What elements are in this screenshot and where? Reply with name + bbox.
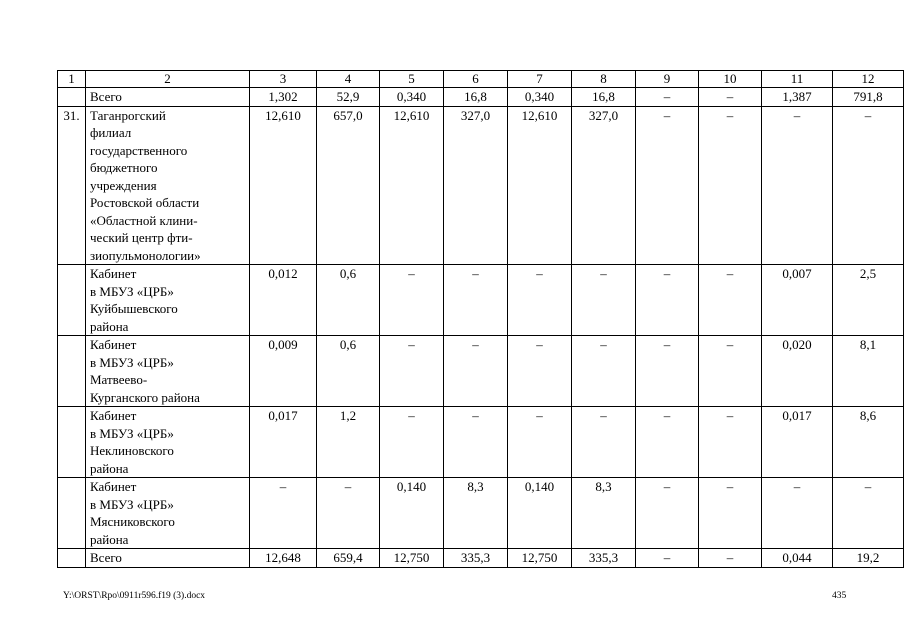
value-cell: – [380,265,444,336]
value-cell: 12,610 [250,106,317,265]
value-cell: 327,0 [572,106,636,265]
value-cell: – [699,336,762,407]
institution-name [86,478,250,549]
value-cell: 12,750 [508,549,572,568]
name-line: ческий центр фти- [90,230,193,245]
value-cell: – [250,478,317,549]
value-cell: – [508,336,572,407]
value-cell: – [762,478,833,549]
name-line: района [90,531,129,547]
name-line: в МБУЗ «ЦРБ» [90,354,174,370]
row-number [58,407,86,478]
value-cell: – [317,478,380,549]
value-cell: 0,009 [250,336,317,407]
column-header: 7 [508,71,572,88]
table-body [58,71,904,568]
column-header: 1 [58,71,86,88]
value-cell: 0,340 [508,88,572,107]
name-line: в МБУЗ «ЦРБ» [90,283,174,299]
value-cell: 791,8 [833,88,904,107]
name-line: Кабинет [90,337,137,352]
value-cell: 19,2 [833,549,904,568]
value-cell: 335,3 [444,549,508,568]
value-cell: – [833,106,904,265]
data-table [57,70,904,568]
column-header: 9 [636,71,699,88]
name-line: в МБУЗ «ЦРБ» [90,496,174,512]
column-header: 5 [380,71,444,88]
name-line: Курганского района [90,389,200,405]
name-line: бюджетного [90,160,158,175]
table-row [58,265,904,336]
institution-name [86,265,250,336]
value-cell: 12,610 [508,106,572,265]
column-header: 12 [833,71,904,88]
value-cell: 0,007 [762,265,833,336]
name-line: зиопульмонологии» [90,247,201,263]
row-number: 31. [58,106,86,265]
row-number [58,549,86,568]
name-line: Матвеево- [90,372,148,387]
name-line: «Областной клини- [90,212,198,228]
value-cell: 12,750 [380,549,444,568]
value-cell: – [444,265,508,336]
footer-page-number: 435 [832,591,847,601]
value-cell: 52,9 [317,88,380,107]
value-cell: 1,387 [762,88,833,107]
value-cell: – [636,478,699,549]
column-header: 3 [250,71,317,88]
row-number [58,265,86,336]
table-row [58,549,904,568]
value-cell: – [699,407,762,478]
value-cell: – [508,407,572,478]
name-line: Неклиновского [90,443,174,458]
column-header: 2 [86,71,250,88]
value-cell: – [444,336,508,407]
value-cell: – [833,478,904,549]
value-cell: – [699,549,762,568]
value-cell: – [699,478,762,549]
name-line: района [90,318,129,334]
value-cell: 16,8 [572,88,636,107]
name-line: Мясниковского [90,514,175,529]
value-cell: – [636,336,699,407]
value-cell: 0,340 [380,88,444,107]
institution-name [86,106,250,265]
value-cell: 8,3 [572,478,636,549]
name-line: Ростовской области [90,195,200,210]
value-cell: 0,020 [762,336,833,407]
value-cell: 657,0 [317,106,380,265]
header-row [58,71,904,88]
value-cell: 8,6 [833,407,904,478]
value-cell: – [762,106,833,265]
name-line: Таганрогский [90,107,166,123]
name-line: государственного [90,142,188,158]
table-row [58,88,904,107]
value-cell: – [444,407,508,478]
footer-file-path: Y:\ORST\Rpo\0911r596.f19 (3).docx [63,591,206,601]
value-cell: – [572,336,636,407]
value-cell: – [636,407,699,478]
value-cell: 0,6 [317,336,380,407]
column-header: 6 [444,71,508,88]
table-row [58,106,904,265]
name-line: Кабинет [90,479,137,494]
value-cell: – [699,88,762,107]
value-cell: 0,140 [380,478,444,549]
institution-name [86,407,250,478]
value-cell: 0,044 [762,549,833,568]
column-header: 4 [317,71,380,88]
value-cell: – [699,265,762,336]
institution-name [86,88,250,107]
name-line: филиал [90,125,132,140]
value-cell: 0,6 [317,265,380,336]
value-cell: 335,3 [572,549,636,568]
name-line: Всего [90,89,122,104]
value-cell: – [636,106,699,265]
name-line: учреждения [90,177,157,193]
institution-name [86,549,250,568]
value-cell: – [699,106,762,265]
value-cell: – [636,549,699,568]
value-cell: 659,4 [317,549,380,568]
name-line: Куйбышевского [90,301,178,316]
value-cell: 1,302 [250,88,317,107]
value-cell: – [636,88,699,107]
value-cell: – [572,265,636,336]
value-cell: 8,1 [833,336,904,407]
value-cell: 8,3 [444,478,508,549]
value-cell: 12,648 [250,549,317,568]
column-header: 10 [699,71,762,88]
table-row [58,336,904,407]
name-line: в МБУЗ «ЦРБ» [90,425,174,441]
value-cell: – [380,336,444,407]
column-header: 8 [572,71,636,88]
value-cell: 16,8 [444,88,508,107]
row-number [58,88,86,107]
value-cell: 12,610 [380,106,444,265]
table-row [58,478,904,549]
column-header: 11 [762,71,833,88]
value-cell: 0,017 [250,407,317,478]
value-cell: – [508,265,572,336]
row-number [58,478,86,549]
name-line: района [90,460,129,476]
value-cell: 327,0 [444,106,508,265]
table-row [58,407,904,478]
value-cell: 2,5 [833,265,904,336]
institution-name [86,336,250,407]
value-cell: – [572,407,636,478]
name-line: Кабинет [90,408,137,423]
value-cell: 0,012 [250,265,317,336]
value-cell: 0,140 [508,478,572,549]
name-line: Всего [90,550,122,565]
value-cell: 1,2 [317,407,380,478]
value-cell: – [636,265,699,336]
name-line: Кабинет [90,266,137,281]
row-number [58,336,86,407]
value-cell: 0,017 [762,407,833,478]
value-cell: – [380,407,444,478]
